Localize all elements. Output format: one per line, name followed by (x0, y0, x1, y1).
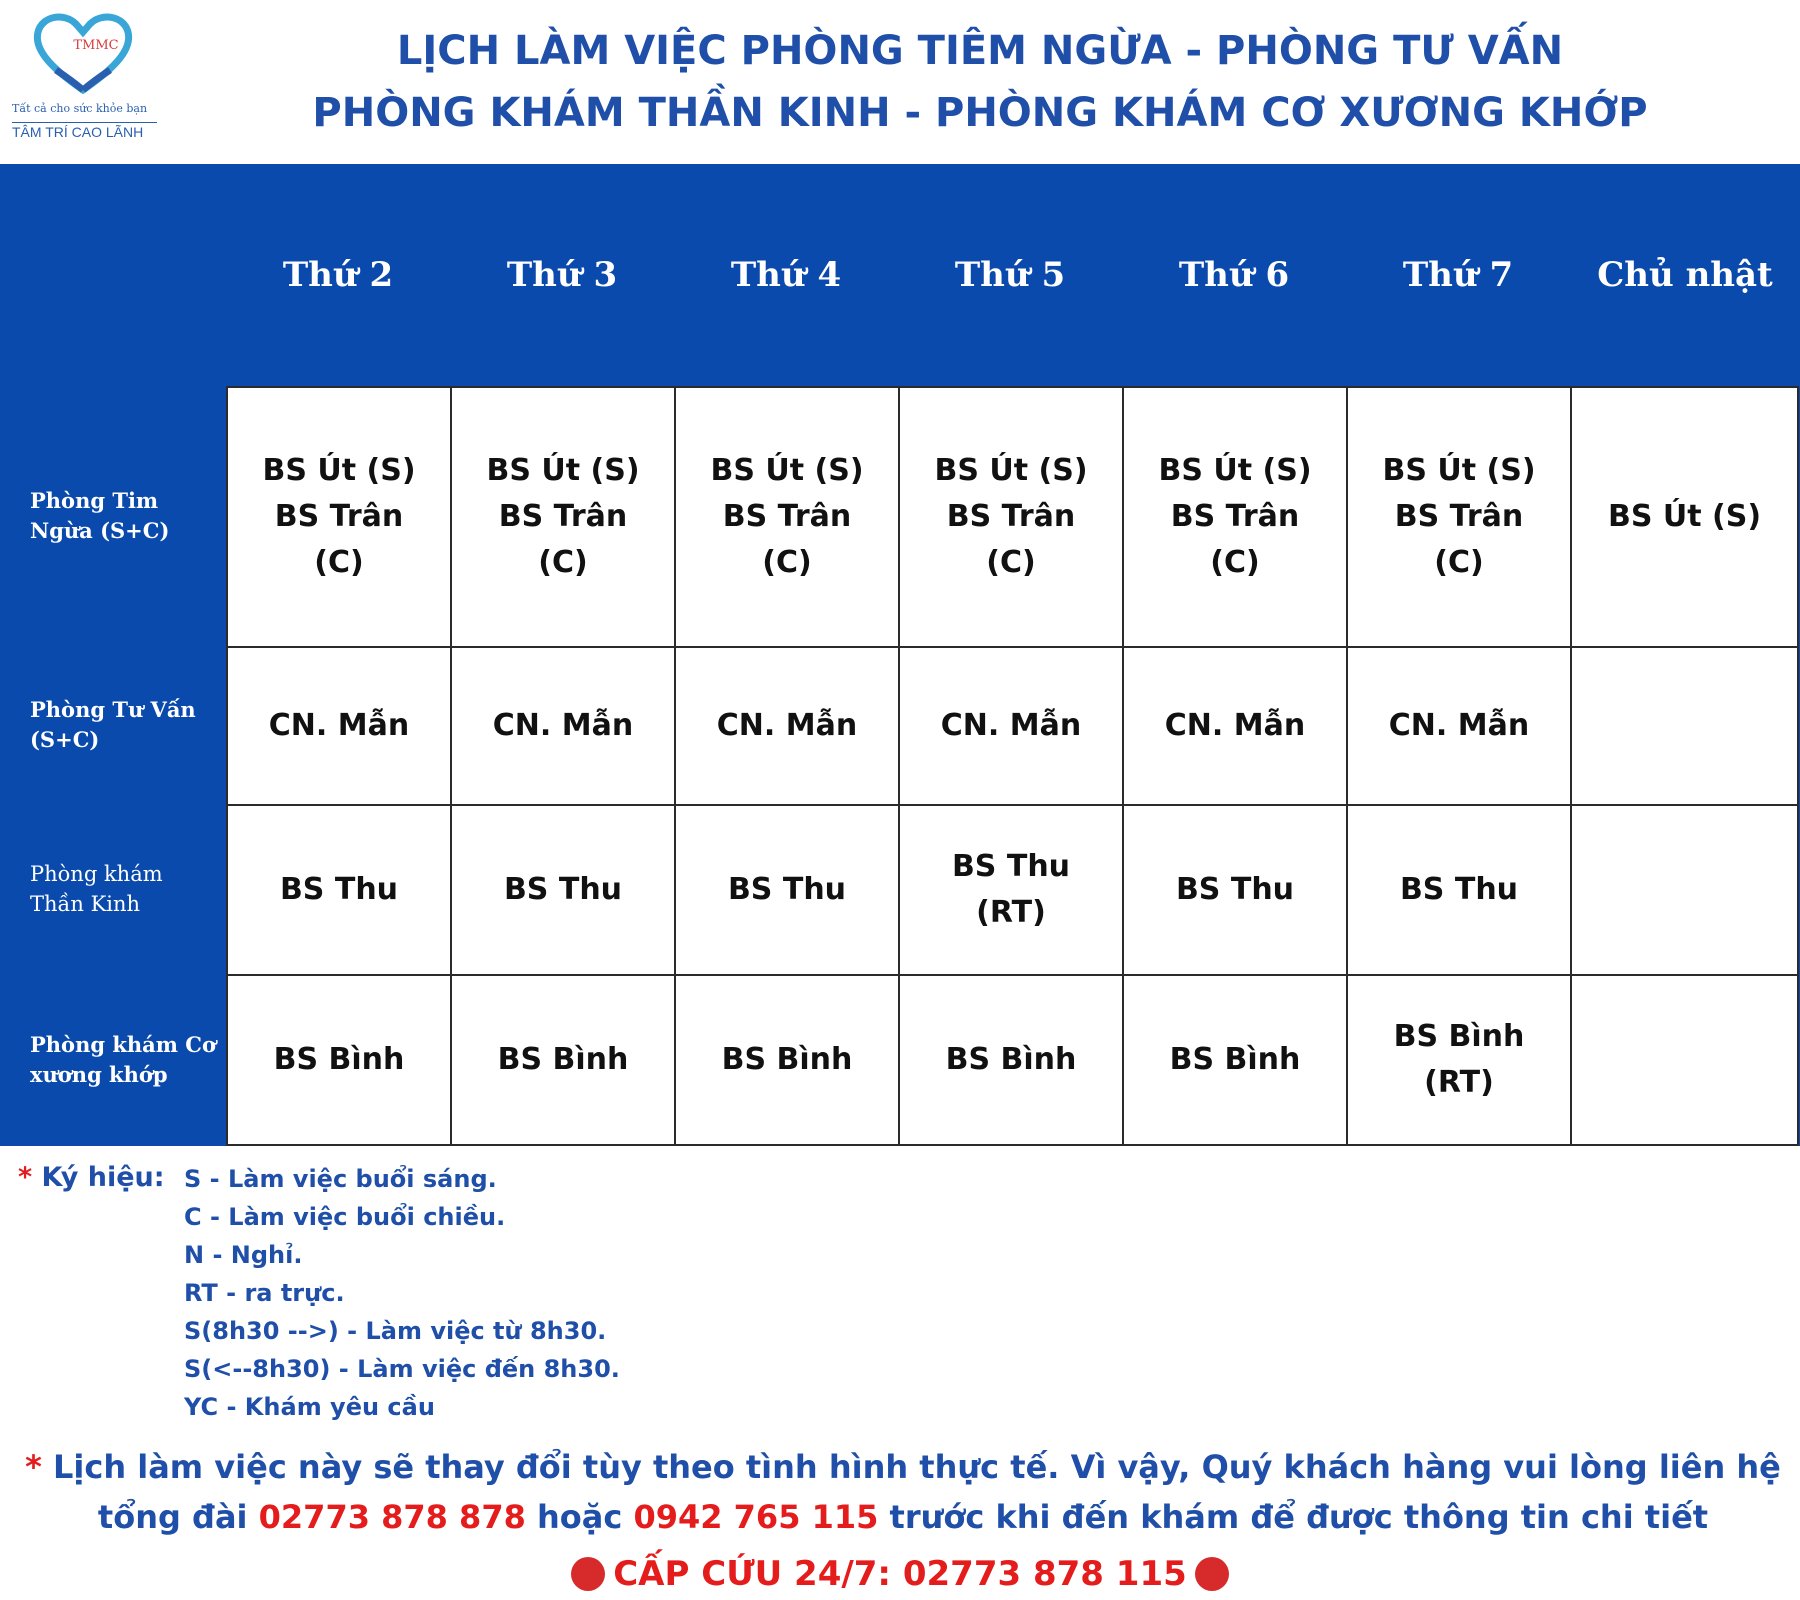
legend-title (18, 1162, 165, 1193)
cell-vaccination-thu: BS Út (S) BS Trân (C) (900, 388, 1124, 648)
cell-neurology-sat: BS Thu (1348, 806, 1572, 976)
day-header-sat: Thứ 7 (1402, 255, 1514, 295)
day-header-mon: Thứ 2 (282, 255, 394, 295)
legend-item: YC - Khám yêu cầu (184, 1393, 435, 1421)
red-dot-icon (571, 1557, 605, 1591)
row-label-vaccination: Phòng Tim Ngừa (S+C) (30, 488, 170, 543)
logo-abbr: TMMC (73, 38, 119, 53)
schedule-table (226, 386, 1799, 1146)
emergency-line (0, 1552, 1800, 1596)
cell-neurology-mon: BS Thu (228, 806, 452, 976)
day-header-wed: Thứ 4 (730, 255, 842, 295)
cell-vaccination-sun: BS Út (S) (1572, 388, 1797, 648)
legend-item: C - Làm việc buổi chiều. (184, 1203, 506, 1231)
cell-musculoskeletal-wed: BS Bình (676, 976, 900, 1144)
cell-vaccination-tue: BS Út (S) BS Trân (C) (452, 388, 676, 648)
day-header-fri: Thứ 6 (1178, 255, 1290, 295)
cell-musculoskeletal-mon: BS Bình (228, 976, 452, 1144)
day-header-sun: Chủ nhật (1597, 255, 1773, 295)
note-text-1: Lịch làm việc này sẽ thay đổi tùy theo tình hình thực tế. Vì vậy, Quý khách hàng vui lòng liên hệ tổng đài (52, 1448, 1781, 1536)
cell-consulting-sat: CN. Mẫn (1348, 648, 1572, 806)
cell-musculoskeletal-thu: BS Bình (900, 976, 1124, 1144)
cell-vaccination-sat: BS Út (S) BS Trân (C) (1348, 388, 1572, 648)
cell-neurology-tue: BS Thu (452, 806, 676, 976)
legend-item: RT - ra trực. (184, 1279, 345, 1307)
cell-musculoskeletal-sat: BS Bình (RT) (1348, 976, 1572, 1144)
note-marker: * (25, 1448, 42, 1486)
legend-item: S(8h30 -->) - Làm việc từ 8h30. (184, 1317, 607, 1345)
cell-neurology-wed: BS Thu (676, 806, 900, 976)
hotline-phone[interactable]: 02773 878 878 (258, 1498, 526, 1536)
mobile-phone[interactable]: 0942 765 115 (633, 1498, 879, 1536)
cell-consulting-sun (1572, 648, 1797, 806)
row-label-musculoskeletal: Phòng khám Cơ xương khớp (30, 1032, 217, 1087)
cell-neurology-thu: BS Thu (RT) (900, 806, 1124, 976)
title-line-1: LỊCH LÀM VIỆC PHÒNG TIÊM NGỪA - PHÒNG TƯ VẤN (396, 28, 1564, 74)
cell-neurology-sun (1572, 806, 1797, 976)
row-label-consulting: Phòng Tư Vấn (S+C) (30, 697, 196, 752)
cell-vaccination-mon: BS Út (S) BS Trân (C) (228, 388, 452, 648)
cell-consulting-wed: CN. Mẫn (676, 648, 900, 806)
cell-consulting-mon: CN. Mẫn (228, 648, 452, 806)
logo-brand: TÂM TRÍ CAO LÃNH (12, 122, 157, 140)
cell-musculoskeletal-sun (1572, 976, 1797, 1144)
day-header-tue: Thứ 3 (506, 255, 618, 295)
page-title (180, 20, 1780, 144)
title-line-2: PHÒNG KHÁM THẦN KINH - PHÒNG KHÁM CƠ XƯƠNG KHỚP (312, 90, 1648, 136)
cell-musculoskeletal-tue: BS Bình (452, 976, 676, 1144)
legend-item: S - Làm việc buổi sáng. (184, 1165, 497, 1193)
legend-list (184, 1160, 620, 1426)
legend-item: N - Nghỉ. (184, 1241, 303, 1269)
logo-tagline: Tất cả cho sức khỏe bạn (12, 102, 148, 115)
cell-musculoskeletal-fri: BS Bình (1124, 976, 1348, 1144)
day-header-thu: Thứ 5 (954, 255, 1066, 295)
cell-vaccination-fri: BS Út (S) BS Trân (C) (1124, 388, 1348, 648)
legend-item: S(<--8h30) - Làm việc đến 8h30. (184, 1355, 620, 1383)
row-label-neurology: Phòng khám Thần Kinh (30, 862, 163, 916)
heart-logo-icon (28, 8, 138, 98)
contact-note (18, 1442, 1788, 1542)
cell-consulting-fri: CN. Mẫn (1124, 648, 1348, 806)
note-text-2: hoặc (536, 1498, 623, 1536)
emergency-text[interactable]: CẤP CỨU 24/7: 02773 878 115 (613, 1554, 1187, 1594)
logo (8, 8, 158, 143)
legend-title-text: Ký hiệu: (41, 1162, 165, 1193)
cell-neurology-fri: BS Thu (1124, 806, 1348, 976)
red-dot-icon (1195, 1557, 1229, 1591)
legend-marker: * (18, 1162, 33, 1193)
cell-consulting-thu: CN. Mẫn (900, 648, 1124, 806)
note-text-3: trước khi đến khám để được thông tin chi tiết (889, 1498, 1709, 1536)
cell-consulting-tue: CN. Mẫn (452, 648, 676, 806)
cell-vaccination-wed: BS Út (S) BS Trân (C) (676, 388, 900, 648)
